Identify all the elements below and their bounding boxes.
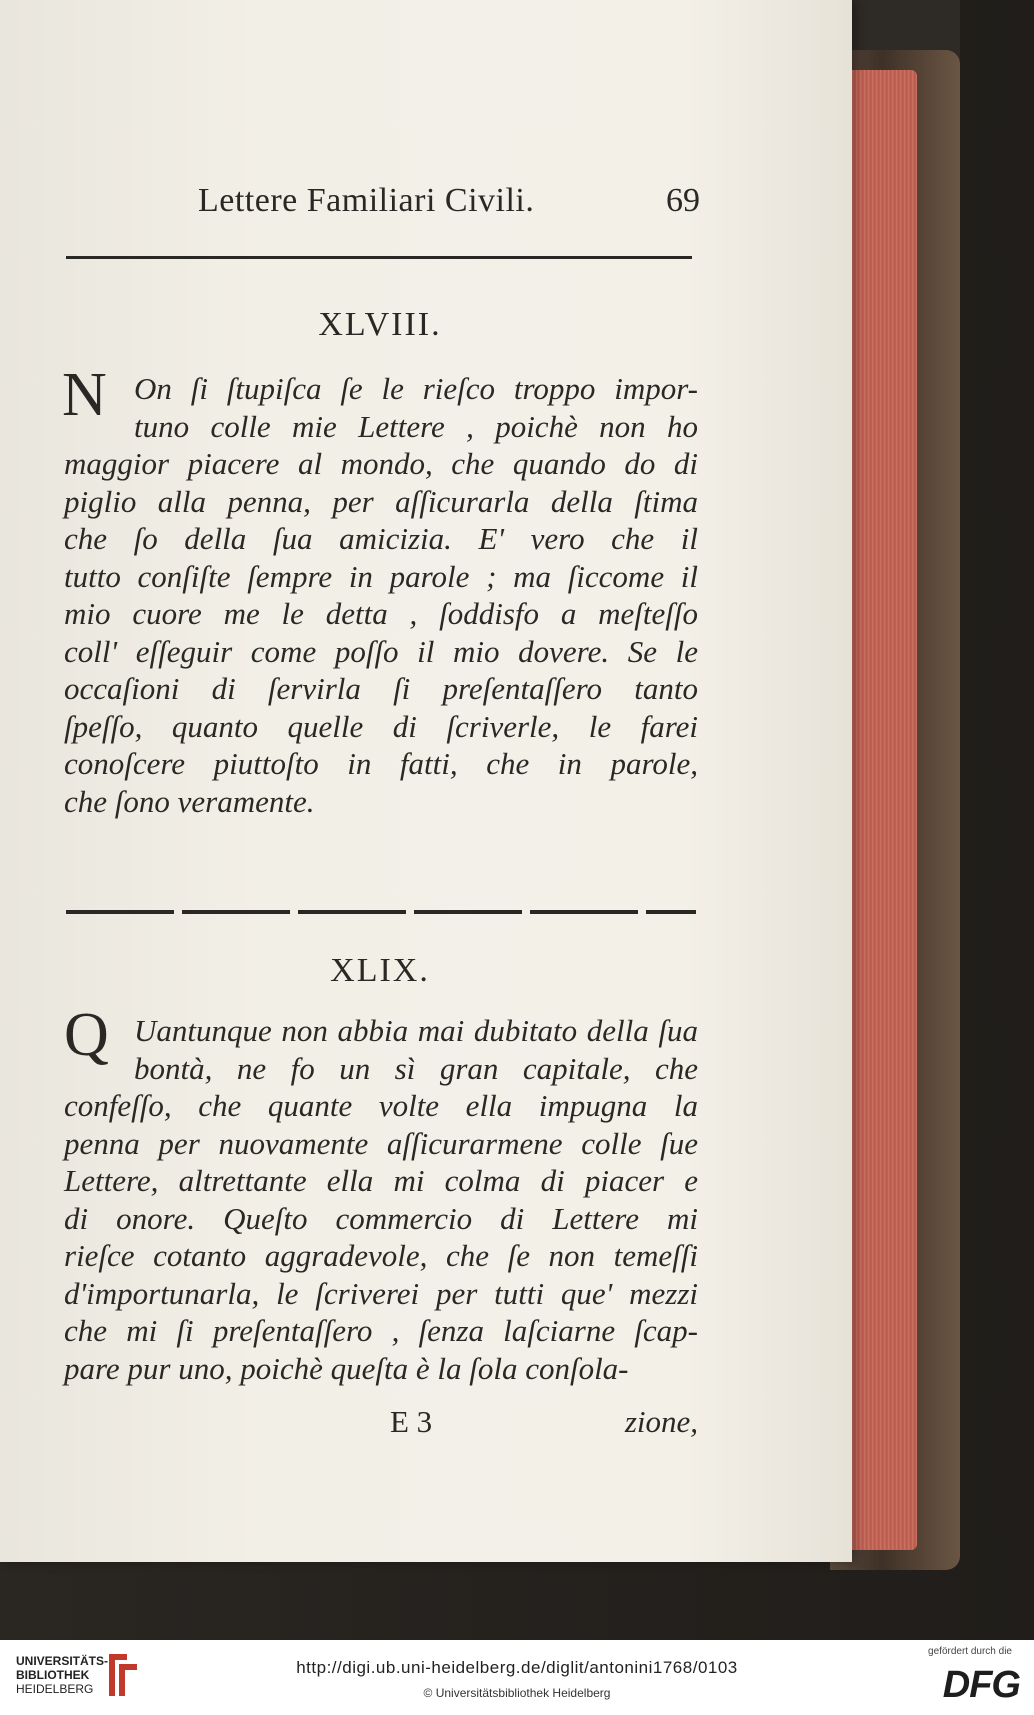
text-line: ſpeſſo, quanto quelle di ſcriverle, le farei <box>64 708 698 744</box>
text-line: penna per nuovamente aſſicurarmene colle ſue <box>64 1125 698 1161</box>
library-name-line: BIBLIOTHEK <box>16 1668 90 1682</box>
text-line: mio cuore me le detta , ſoddisfo a meſteſſo <box>64 596 698 631</box>
funding-label: gefördert durch die <box>928 1646 1012 1657</box>
running-head <box>190 180 700 230</box>
running-head-title: Lettere Familiari Civili. <box>198 182 535 219</box>
copyright-notice: © Universitätsbibliothek Heidelberg <box>423 1686 611 1700</box>
library-name-line: UNIVERSITÄTS- <box>16 1654 109 1668</box>
text-line: che ſono veramente. <box>64 783 315 819</box>
drop-cap: Q <box>64 1001 109 1069</box>
catchword: zione, <box>624 1404 698 1439</box>
text-line: Uantunque non abbia mai dubitato della ſua <box>134 1013 698 1048</box>
viewer-footer-bar <box>0 1640 1034 1715</box>
text-line: piglio alla penna, per aſſicurarla della ſtima <box>64 483 698 519</box>
drop-cap: N <box>62 361 107 429</box>
text-line: di onore. Queſto commercio di Lettere mi <box>64 1200 698 1236</box>
page-number: 69 <box>666 182 700 219</box>
page-footer <box>64 1404 698 1444</box>
permalink-url[interactable]: http://digi.ub.uni-heidelberg.de/diglit/antonini1768/0103 <box>296 1658 738 1677</box>
text-line: d'importunarla, le ſcriverei per tutti que' mezzi <box>64 1275 698 1311</box>
dfg-logo: DFG <box>942 1664 1020 1706</box>
letter-heading: XLIX. <box>330 952 430 989</box>
signature-mark: E 3 <box>390 1404 433 1439</box>
text-line: pare pur uno, poichè queſta è la ſola conſola- <box>64 1350 629 1386</box>
page-edges <box>845 70 917 1550</box>
header-rule <box>66 256 692 259</box>
text-line: maggior piacere al mondo, che quando do di <box>64 446 698 481</box>
letter-body <box>64 1012 698 1387</box>
text-line: bontà, ne fo un sì gran capitale, che <box>134 1050 698 1086</box>
text-line: conoſcere piuttoſto in fatti, che in parole, <box>64 746 698 781</box>
text-line: confeſſo, che quante volte ella impugna la <box>64 1088 698 1123</box>
text-line: occaſioni di ſervirla ſi preſentaſſero tanto <box>64 671 698 706</box>
text-line: che ſo della ſua amicizia. E' vero che il <box>64 521 698 556</box>
text-line: On ſi ſtupiſca ſe le rieſco troppo impor- <box>134 371 698 406</box>
section-divider <box>66 910 696 914</box>
letter-body <box>64 370 698 820</box>
letter-heading: XLVIII. <box>318 306 442 343</box>
text-line: coll' eſſeguir come poſſo il mio dovere. Se le <box>64 633 698 669</box>
text-line: tuno colle mie Lettere , poichè non ho <box>134 408 698 444</box>
text-line: che mi ſi preſentaſſero , ſenza laſciarne ſcap- <box>64 1313 698 1348</box>
text-line: Lettere, altrettante ella mi colma di piacer e <box>64 1163 698 1198</box>
text-line: rieſce cotanto aggradevole, che ſe non temeſſi <box>64 1238 698 1273</box>
library-name-line: HEIDELBERG <box>16 1682 94 1696</box>
text-line: tutto conſiſte ſempre in parole ; ma ſiccome il <box>64 558 698 594</box>
